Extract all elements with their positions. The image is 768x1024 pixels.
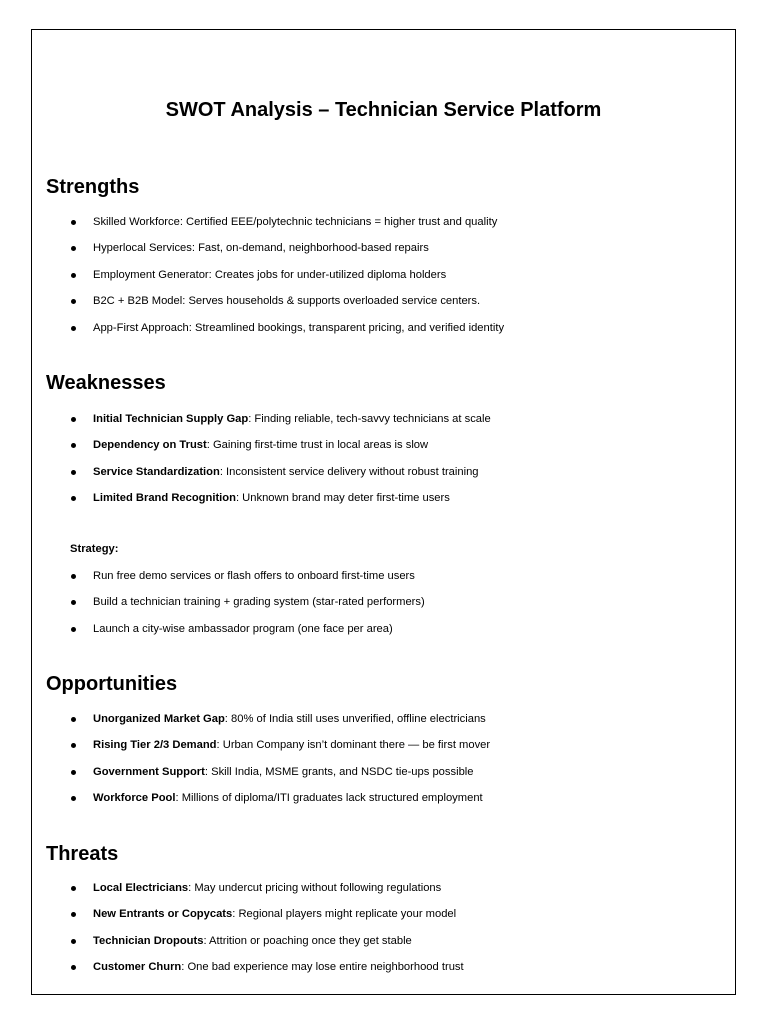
bullet-icon (71, 220, 76, 225)
list-item (32, 294, 735, 320)
list-item (32, 738, 735, 764)
bullet-icon (71, 246, 76, 251)
list-item (32, 438, 735, 464)
item-text: Employment Generator: Creates jobs for under-utilized diploma holders (93, 268, 447, 281)
list-item (32, 622, 735, 648)
bullet-icon (71, 417, 76, 422)
strengths-list (32, 215, 735, 347)
item-text: : Attrition or poaching once they get stable (203, 934, 412, 947)
bullet-icon (71, 443, 76, 448)
bullet-icon (71, 939, 76, 944)
item-term: Government Support (93, 765, 205, 778)
threats-list (32, 881, 735, 987)
item-text: : Regional players might replicate your model (232, 908, 457, 921)
item-text: : One bad experience may lose entire neighborhood trust (181, 961, 464, 974)
item-text: Hyperlocal Services: Fast, on-demand, neighborhood-based repairs (93, 242, 429, 255)
strategy-label: Strategy: (70, 543, 119, 555)
item-text: Launch a city-wise ambassador program (one face per area) (93, 622, 393, 635)
item-term: Workforce Pool (93, 792, 176, 805)
bullet-icon (71, 627, 76, 632)
list-item (32, 595, 735, 621)
bullet-icon (71, 770, 76, 775)
strengths-heading: Strengths (46, 176, 140, 198)
opportunities-list (32, 712, 735, 818)
list-item (32, 268, 735, 294)
item-text: B2C + B2B Model: Serves households & supports overloaded service centers. (93, 295, 481, 308)
list-item (32, 215, 735, 241)
item-text: Skilled Workforce: Certified EEE/polytechnic technicians = higher trust and quality (93, 216, 498, 228)
item-term: Initial Technician Supply Gap (93, 413, 249, 425)
weaknesses-list (32, 412, 735, 518)
list-item (32, 569, 735, 595)
strategy-list (32, 569, 735, 648)
item-term: Service Standardization (93, 465, 220, 478)
item-text: : Gaining first-time trust in local areas is slow (206, 439, 429, 452)
item-term: Customer Churn (93, 961, 182, 974)
item-text: : Unknown brand may deter first-time users (235, 492, 450, 505)
bullet-icon (71, 743, 76, 748)
bullet-icon (71, 717, 76, 722)
item-term: Unorganized Market Gap (93, 713, 225, 725)
page-title: SWOT Analysis – Technician Service Platform (165, 99, 602, 121)
bullet-icon (71, 886, 76, 891)
item-text: : May undercut pricing without following regulations (188, 882, 442, 894)
item-text: : Urban Company isn’t dominant there — be first mover (216, 739, 491, 752)
item-term: Local Electricians (93, 882, 189, 894)
list-item (32, 960, 735, 986)
item-text: : Inconsistent service delivery without robust training (219, 465, 479, 478)
item-text: : Millions of diploma/ITI graduates lack structured employment (175, 792, 483, 805)
list-item (32, 465, 735, 491)
list-item (32, 241, 735, 267)
list-item (32, 765, 735, 791)
bullet-icon (71, 600, 76, 605)
weaknesses-heading: Weaknesses (46, 372, 166, 394)
bullet-icon (71, 496, 76, 501)
bullet-icon (71, 299, 76, 304)
opportunities-heading: Opportunities (46, 673, 178, 695)
bullet-icon (71, 912, 76, 917)
threats-heading: Threats (46, 843, 119, 865)
item-term: Limited Brand Recognition (93, 492, 236, 505)
item-text: App-First Approach: Streamlined bookings, transparent pricing, and verified identity (93, 321, 505, 334)
bullet-icon (71, 965, 76, 970)
document-page (31, 29, 736, 995)
bullet-icon (71, 470, 76, 475)
bullet-icon (71, 273, 76, 278)
item-term: New Entrants or Copycats (93, 908, 233, 921)
list-item (32, 791, 735, 817)
item-text: Run free demo services or flash offers to onboard first-time users (93, 570, 415, 582)
item-term: Dependency on Trust (93, 439, 207, 452)
list-item (32, 907, 735, 933)
bullet-icon (71, 326, 76, 331)
bullet-icon (71, 574, 76, 579)
list-item (32, 491, 735, 517)
list-item (32, 934, 735, 960)
item-term: Rising Tier 2/3 Demand (93, 739, 217, 752)
list-item (32, 412, 735, 438)
item-text: Build a technician training + grading system (star-rated performers) (93, 596, 425, 609)
list-item (32, 881, 735, 907)
item-text: : 80% of India still uses unverified, offline electricians (224, 713, 486, 725)
item-text: : Finding reliable, tech-savvy technicians at scale (248, 413, 491, 425)
item-term: Technician Dropouts (93, 934, 204, 947)
bullet-icon (71, 796, 76, 801)
item-text: : Skill India, MSME grants, and NSDC tie-ups possible (204, 765, 474, 778)
list-item (32, 321, 735, 347)
list-item (32, 712, 735, 738)
